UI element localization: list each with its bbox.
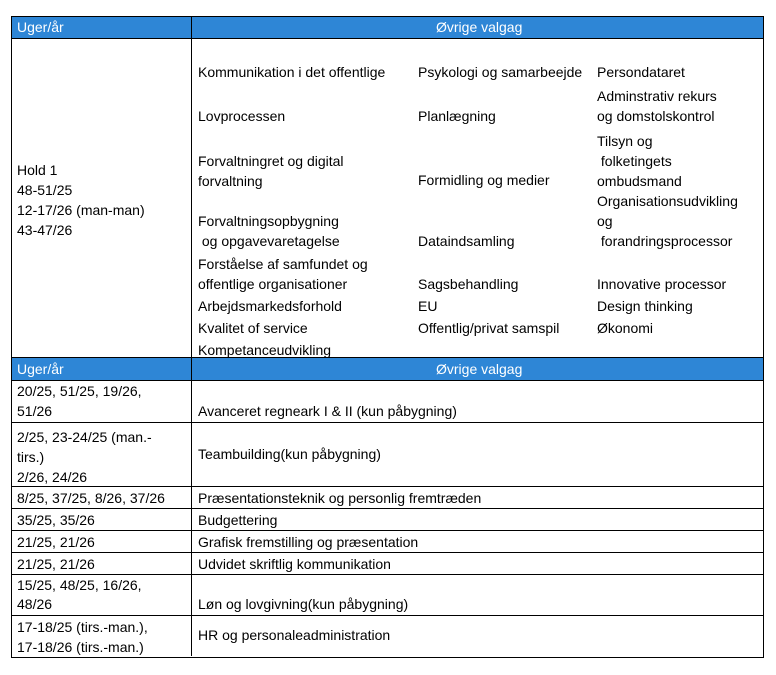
course-item: EU [418,298,438,314]
weeks-cell: 35/25, 35/26 [17,512,95,528]
course-item: Formidling og medier [418,172,550,188]
course-item: og [597,213,613,229]
course-item: Økonomi [597,320,654,336]
course-item: Innovative processor [597,276,727,292]
weeks-cell: 21/25, 21/26 [17,534,95,550]
course-item: og opgavevaretagelse [198,233,340,249]
weeks-cell: 17-18/26 (tirs.-man.) [17,639,144,655]
course-item: Kompetanceudvikling [198,342,332,358]
weeks-cell: 21/25, 21/26 [17,556,95,572]
course-cell: Budgettering [198,512,278,528]
course-item: forvaltning [198,173,263,189]
header-electives: Øvrige valgag [436,361,523,377]
hold-weeks: 43-47/26 [17,222,73,238]
course-cell: Avanceret regneark I & II (kun påbygning) [198,403,457,419]
course-item: Dataindsamling [418,233,515,249]
course-cell: HR og personaleadministration [198,627,391,643]
weeks-cell: tirs.) [17,449,45,465]
course-cell: Grafisk fremstilling og præsentation [198,534,419,550]
course-item: ombudsmand [597,173,682,189]
header-electives: Øvrige valgag [436,19,523,35]
course-item: Organisationsudvikling [597,193,738,209]
course-cell: Præsentationsteknik og personlig fremtræden [198,490,482,506]
course-item: offentlige organisationer [198,276,348,292]
course-item: Offentlig/privat samspil [418,320,560,336]
course-cell: Løn og lovgivning(kun påbygning) [198,596,409,612]
course-item: Forståelse af samfundet og [198,256,368,272]
course-item: Planlægning [418,108,496,124]
course-item: Persondataret [597,64,685,80]
weeks-cell: 51/26 [17,403,53,419]
course-item: Lovprocessen [198,108,286,124]
hold-label: Hold 1 [17,162,58,178]
course-item: Design thinking [597,298,693,314]
course-item: Kvalitet of service [198,320,308,336]
table-hold1 [11,16,764,358]
course-item: Forvaltningret og digital [198,153,344,169]
hold-weeks: 48-51/25 [17,182,73,198]
hold-weeks: 12-17/26 (man-man) [17,202,145,218]
course-cell: Teambuilding(kun påbygning) [198,446,381,462]
weeks-cell: 48/26 [17,596,53,612]
course-item: Arbejdsmarkedsforhold [198,298,342,314]
course-item: Forvaltningsopbygning [198,213,339,229]
weeks-cell: 15/25, 48/25, 16/26, [17,577,142,593]
weeks-cell: 20/25, 51/25, 19/26, [17,383,142,399]
course-item: Kommunikation i det offentlige [198,64,386,80]
course-cell: Udvidet skriftlig kommunikation [198,556,391,572]
table-electives [11,358,764,658]
course-item: Sagsbehandling [418,276,519,292]
weeks-cell: 2/26, 24/26 [17,469,88,485]
weeks-cell: 17-18/25 (tirs.-man.), [17,619,148,635]
course-item: og domstolskontrol [597,108,715,124]
header-row [12,17,763,38]
header-weeks: Uger/år [17,19,64,35]
course-item: forandringsprocessor [597,233,733,249]
course-item: folketingets [597,153,672,169]
course-item: Psykologi og samarbeejde [418,64,583,80]
weeks-cell: 2/25, 23-24/25 (man.- [17,429,152,445]
course-item: Adminstrativ rekurs [597,88,717,104]
weeks-cell: 8/25, 37/25, 8/26, 37/26 [17,490,165,506]
course-item: Tilsyn og [597,133,653,149]
header-row [12,358,763,380]
header-weeks: Uger/år [17,361,64,377]
